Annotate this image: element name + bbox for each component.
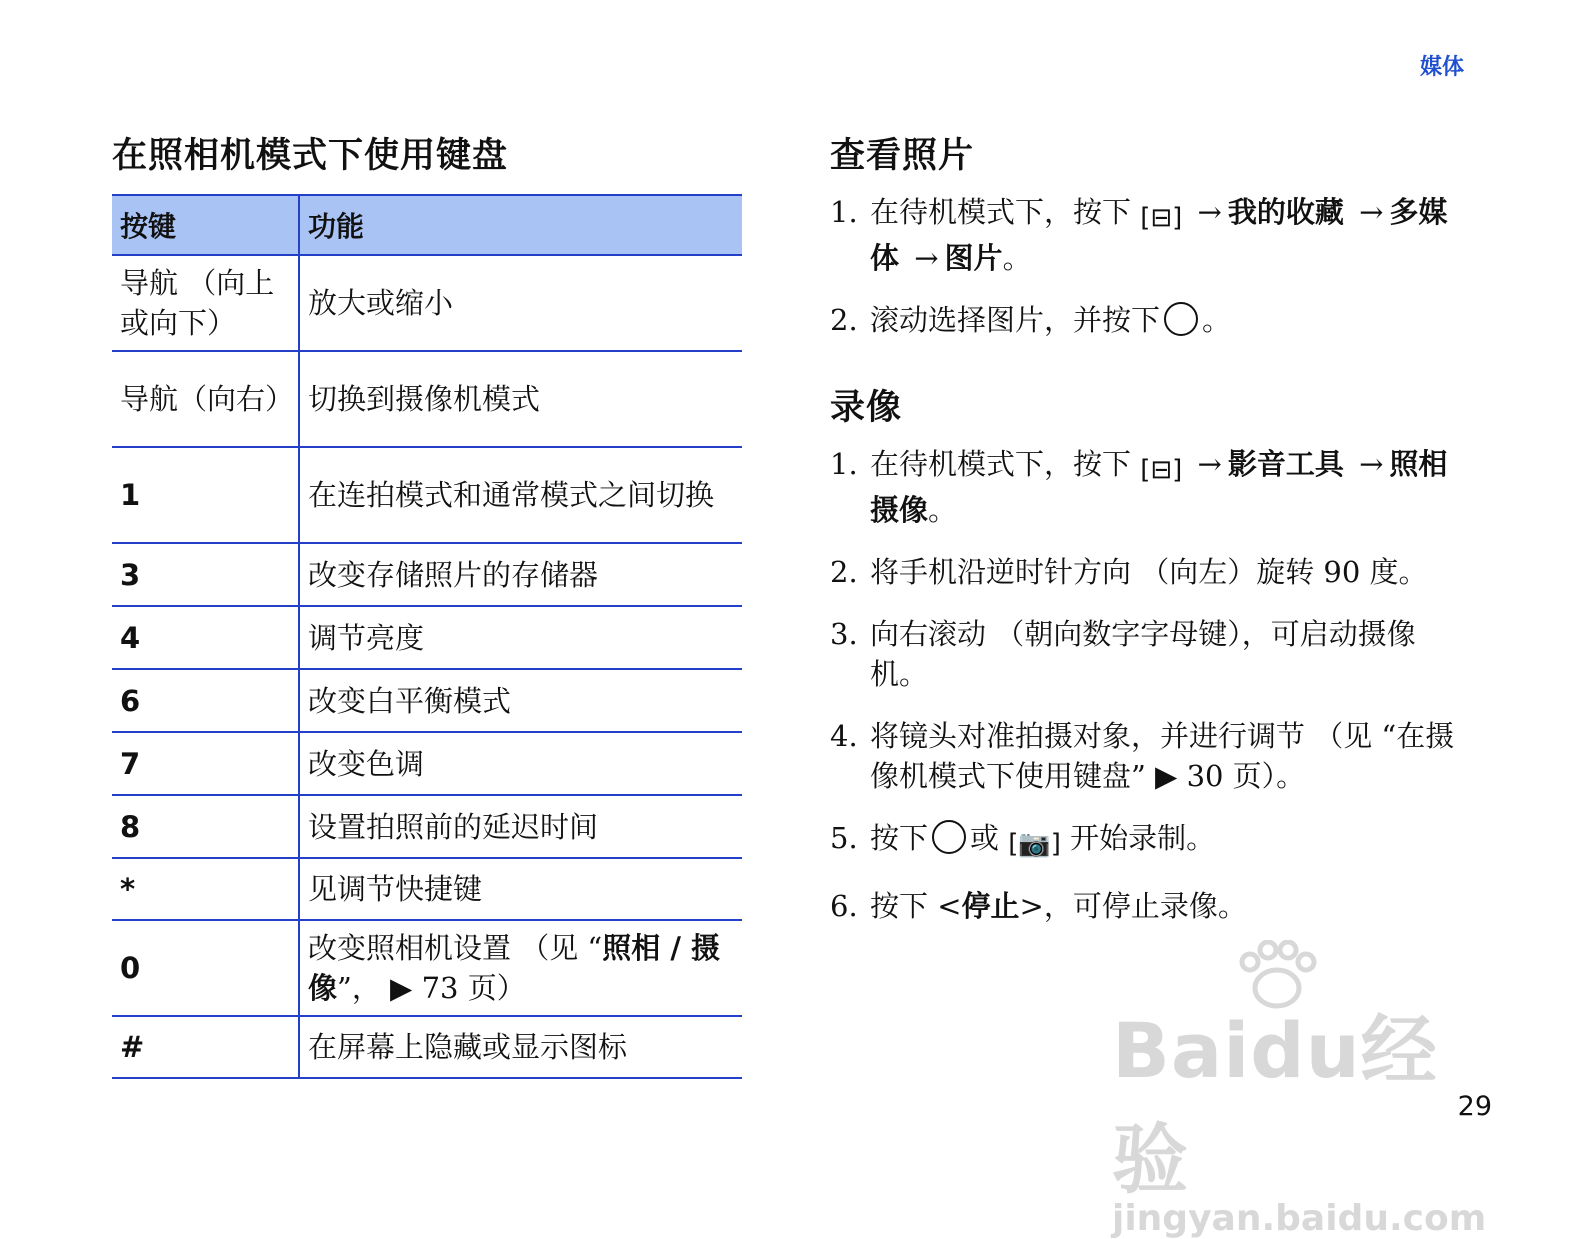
right-column	[830, 128, 1470, 966]
header-function: 功能	[299, 195, 742, 255]
function-text: 改变照相机设置 （见 “	[308, 931, 603, 965]
step-text: 滚动选择图片，并按下	[870, 303, 1161, 337]
list-item	[830, 552, 1470, 592]
function-cell: 改变存储照片的存储器	[299, 543, 742, 606]
left-column	[112, 128, 742, 1079]
step-end: 。	[928, 493, 958, 527]
function-cell	[299, 920, 742, 1016]
step-text: 或	[970, 821, 1000, 855]
list-item	[830, 716, 1470, 796]
step-text: 在待机模式下，按下	[870, 195, 1132, 229]
table-row	[112, 669, 742, 732]
table-row	[112, 255, 742, 351]
key-cell: 8	[112, 795, 299, 858]
header-key: 按键	[112, 195, 299, 255]
table-row	[112, 543, 742, 606]
step-text: 在待机模式下，按下	[870, 447, 1132, 481]
ok-key-icon	[932, 820, 966, 854]
step-number: 1.	[830, 447, 858, 481]
key-cell: 导航（向右）	[112, 351, 299, 447]
function-cell: 在连拍模式和通常模式之间切换	[299, 447, 742, 543]
menu-key-icon: [⊟]	[1140, 455, 1183, 485]
baidu-watermark	[1112, 950, 1487, 1239]
step-number: 1.	[830, 195, 858, 229]
function-bold-text: 照相 / 摄像	[308, 931, 721, 1005]
page-number: 29	[1457, 1091, 1492, 1122]
list-item	[830, 300, 1470, 340]
list-item	[830, 818, 1470, 864]
key-cell: 4	[112, 606, 299, 669]
table-row	[112, 351, 742, 447]
key-cell: 6	[112, 669, 299, 732]
step-number: 2.	[830, 303, 858, 337]
view-photos-steps	[830, 192, 1470, 340]
table-row	[112, 447, 742, 543]
step-end: 。	[1202, 303, 1232, 337]
arrow-icon: →	[914, 241, 939, 275]
step-text: 将镜头对准拍摄对象，并进行调节 （见 “在摄像机模式下使用键盘” ▶ 30 页）。	[870, 719, 1455, 793]
camera-key-icon: [📷]	[1008, 829, 1061, 859]
function-cell: 改变色调	[299, 732, 742, 795]
function-cell: 设置拍照前的延迟时间	[299, 795, 742, 858]
list-item	[830, 886, 1470, 926]
step-text: 按下 <	[870, 889, 962, 923]
paw-logo-icon	[1232, 940, 1322, 1010]
soft-key-stop: 停止	[961, 889, 1020, 923]
key-cell: 0	[112, 920, 299, 1016]
step-number: 6.	[830, 889, 858, 923]
step-number: 3.	[830, 617, 858, 651]
table-row	[112, 732, 742, 795]
menu-item-multimedia: 多媒体	[870, 195, 1448, 275]
key-cell: #	[112, 1016, 299, 1078]
table-row	[112, 1016, 742, 1078]
table-row	[112, 858, 742, 920]
arrow-icon: →	[1359, 447, 1384, 481]
watermark-main: Baidu经验	[1112, 1006, 1438, 1204]
record-title: 录像	[830, 388, 903, 428]
view-photos-title: 查看照片	[830, 136, 975, 176]
step-end: 。	[1002, 241, 1032, 275]
record-steps	[830, 444, 1470, 926]
function-text: ”， ▶ 73 页）	[337, 971, 526, 1005]
menu-item-my-collection: 我的收藏	[1227, 195, 1344, 229]
step-text: >，可停止录像。	[1019, 889, 1247, 923]
list-item	[830, 192, 1470, 278]
step-text: 按下	[870, 821, 929, 855]
key-cell: 导航 （向上或向下）	[112, 255, 299, 351]
function-cell: 在屏幕上隐藏或显示图标	[299, 1016, 742, 1078]
function-cell: 见调节快捷键	[299, 858, 742, 920]
function-cell: 改变白平衡模式	[299, 669, 742, 732]
arrow-icon: →	[1359, 195, 1384, 229]
function-cell: 切换到摄像机模式	[299, 351, 742, 447]
step-number: 5.	[830, 821, 858, 855]
table-row	[112, 920, 742, 1016]
table-row	[112, 606, 742, 669]
menu-key-icon: [⊟]	[1140, 203, 1183, 233]
section-tag: 媒体	[1419, 55, 1464, 80]
key-function-table	[112, 194, 742, 1079]
step-number: 4.	[830, 719, 858, 753]
menu-item-pictures: 图片	[944, 241, 1003, 275]
list-item	[830, 444, 1470, 530]
list-item	[830, 614, 1470, 694]
key-cell: 1	[112, 447, 299, 543]
arrow-icon: →	[1197, 195, 1222, 229]
function-cell: 调节亮度	[299, 606, 742, 669]
step-text: 向右滚动 （朝向数字字母键），可启动摄像机。	[870, 617, 1416, 691]
arrow-icon: →	[1197, 447, 1222, 481]
step-text: 将手机沿逆时针方向 （向左）旋转 90 度。	[870, 555, 1428, 589]
key-cell: *	[112, 858, 299, 920]
menu-item-media-tools: 影音工具	[1227, 447, 1344, 481]
watermark-sub: jingyan.baidu.com	[1112, 1198, 1487, 1239]
table-row	[112, 795, 742, 858]
table-header-row	[112, 195, 742, 255]
ok-key-icon	[1164, 302, 1198, 336]
key-cell: 3	[112, 543, 299, 606]
step-number: 2.	[830, 555, 858, 589]
keyboard-section-title: 在照相机模式下使用键盘	[112, 136, 509, 176]
step-text: 开始录制。	[1070, 821, 1216, 855]
key-cell: 7	[112, 732, 299, 795]
function-cell: 放大或缩小	[299, 255, 742, 351]
menu-item-camera: 照相摄像	[870, 447, 1448, 527]
